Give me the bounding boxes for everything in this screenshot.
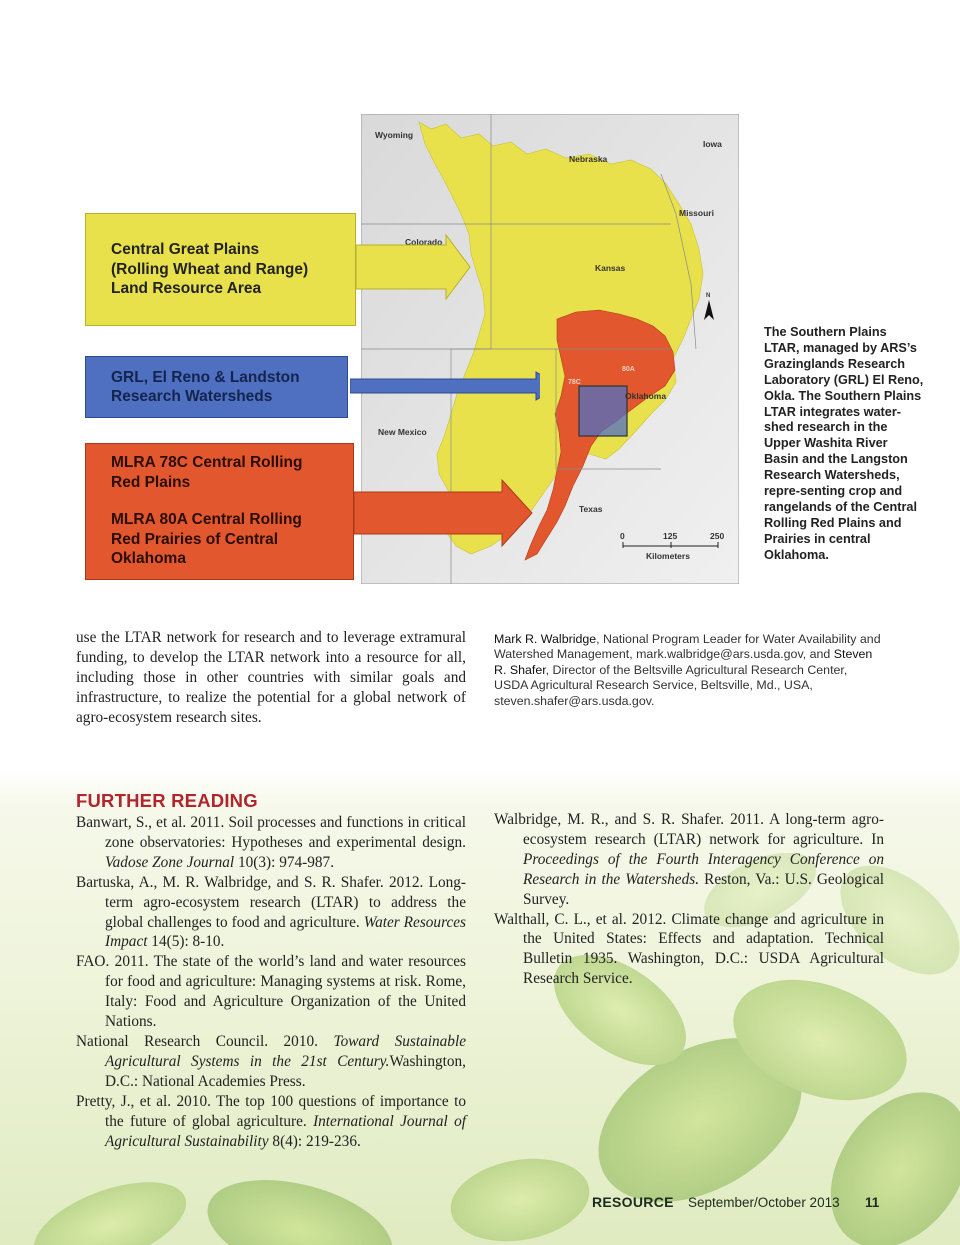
reference-list-right — [494, 810, 884, 989]
label-missouri: Missouri — [679, 208, 714, 218]
reference-item: Banwart, S., et al. 2011. Soil processes and functions in critical zone observatories: Hypotheses and experimental design. Vadose Zone Journal 10(3): 974-987. — [76, 814, 466, 871]
legend-mlra — [85, 443, 354, 580]
scale-unit: Kilometers — [646, 551, 690, 561]
issue-date: September/October 2013 — [688, 1195, 840, 1210]
page-number: 11 — [865, 1195, 880, 1210]
author2-name: Steven R. Shafer — [494, 647, 873, 677]
reference-list-left — [76, 813, 466, 1151]
label-oklahoma: Oklahoma — [625, 391, 667, 401]
label-texas: Texas — [579, 504, 603, 514]
legend-78c-line2: Red Plains — [111, 473, 191, 491]
legend-central-great-plains — [85, 213, 356, 326]
reference-item: National Research Council. 2010. Toward Sustainable Agricultural Systems in the 21st Century.Washington, D.C.: National Academies Press. — [76, 1032, 466, 1090]
legend-80a-line2: Red Prairies of Central — [111, 530, 279, 548]
label-80a: 80A — [622, 366, 635, 373]
north-label: N — [706, 293, 711, 299]
blue-arrow-icon — [350, 372, 540, 400]
scale-125: 125 — [663, 531, 678, 541]
author2-info: , Director of the Beltsville Agricultural Research Center, USDA Agricultural Research Service, Beltsville, Md., USA, steven.shafer@ars.usda.gov. — [494, 662, 848, 708]
legend-grl-line1: GRL, El Reno & Landston — [111, 368, 300, 386]
label-colorado: Colorado — [405, 237, 443, 247]
author1-name: Mark R. Walbridge — [494, 632, 597, 646]
label-kansas: Kansas — [595, 263, 626, 273]
grl-watershed-box — [579, 386, 627, 436]
label-78c: 78C — [568, 379, 581, 386]
reference-item: Walbridge, M. R., and S. R. Shafer. 2011. A long-term agro-ecosystem research (LTAR) network for agriculture. In Proceedings of the Fourth Interagency Conference on Research in the Watersheds. Reston, Va.: U.S. Geological Survey. — [494, 811, 884, 908]
label-nebraska: Nebraska — [569, 154, 608, 164]
red-arrow-icon — [354, 480, 532, 546]
reference-item: FAO. 2011. The state of the world’s land and water resources for food and agriculture: Managing systems at risk. Rome, Italy: Food and Agriculture Organization of the United Nations. — [76, 953, 466, 1031]
legend-80a-line1: MLRA 80A Central Rolling — [111, 511, 302, 528]
legend-cgp-line3: Land Resource Area — [111, 280, 262, 298]
label-wyoming: Wyoming — [375, 130, 414, 140]
yellow-arrow-icon — [356, 235, 470, 299]
scale-250: 250 — [710, 531, 725, 541]
legend-cgp-line2: (Rolling Wheat and Range) — [111, 260, 309, 278]
scale-0: 0 — [620, 531, 625, 541]
further-reading-heading: FURTHER READING — [76, 790, 258, 811]
label-iowa: Iowa — [703, 139, 722, 149]
author-bio — [494, 632, 884, 709]
legend-78c-line1: MLRA 78C Central Rolling — [111, 454, 303, 471]
legend-arrows — [350, 230, 540, 550]
article-continuation: use the LTAR network for research and to leverage extramural funding, to develop the LTAR network into a resource for all, including those in other countries with similar goals and infrastructure, to realize the potential for a global network of agro-ecosystem research sites. — [76, 629, 466, 726]
legend-cgp-line1: Central Great Plains — [111, 241, 260, 259]
figure-caption: The Southern Plains LTAR, managed by ARS’s Grazinglands Research Laboratory (GRL) El Reno, Okla. The Southern Plains LTAR integrates water-shed research in the Upper Washita River Basin and the Langston Research Watersheds, repre-senting crop and rangelands of the Central Rolling Red Plains and Prairies in central Oklahoma. — [764, 325, 924, 562]
legend-grl-line2: Research Watersheds — [111, 388, 273, 405]
reference-item: Pretty, J., et al. 2010. The top 100 questions of importance to the future of global agriculture. International Journal of Agricultural Sustainability 8(4): 219-236. — [76, 1092, 466, 1150]
legend-grl-watersheds — [85, 356, 348, 418]
magazine-name: RESOURCE — [592, 1194, 674, 1210]
author1-info: , National Program Leader for Water Availability and Watershed Management, mark.walbridge@ars.usda.gov, and — [494, 632, 881, 662]
legend-80a-line3: Oklahoma — [111, 550, 186, 567]
reference-item: Bartuska, A., M. R. Walbridge, and S. R. Shafer. 2012. Long-term agro-ecosystem research (LTAR) to address the global challenges to food and agriculture. Water Resources Impact 14(5): 8-10. — [76, 873, 466, 951]
reference-item: Walthall, C. L., et al. 2012. Climate change and agriculture in the United States: Effects and adaptation. Technical Bulletin 1935. Washington, D.C.: USDA Agricultural Research Service. — [494, 910, 884, 988]
label-new-mexico: New Mexico — [378, 427, 427, 437]
